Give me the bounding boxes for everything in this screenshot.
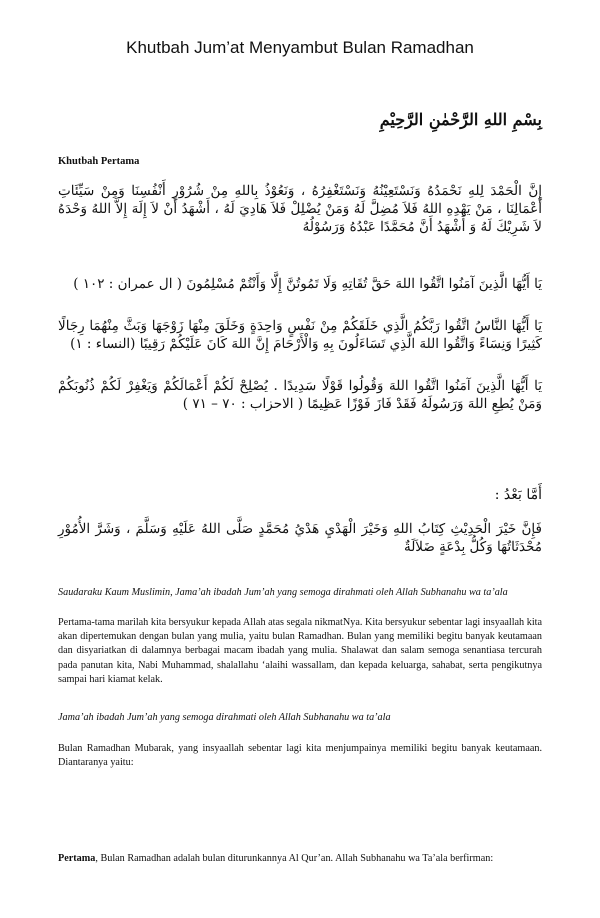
arabic-opening-praise: إِنَّ الْحَمْدَ لِلهِ نَحْمَدُهُ وَنَسْتَعِيْنُهُ وَنَسْتَغْفِرُهُ ، وَنَعُوْذُ بِاللهِ مِنْ شُرُوْرِ أَنْفُسِنَا وَمِنْ سَيِّئَاتِ أَعْمَالِنَا ، مَنْ يَهْدِهِ اللهُ فَلاَ مُضِلَّ لَهُ وَمَنْ يُضْلِلْ فَلاَ هَادِيَ لَهُ ، أَشْهَدُ أَنْ لاَ إِلَهَ إِلاَّ اللهُ وَحْدَهُ لاَ شَرِيْكَ لَهُ وَ أَشْهَدُ أَنَّ مُحَمَّدًا عَبْدُهُ وَرَسُوْلُهُ [58,183,542,235]
page-title: Khutbah Jum’at Menyambut Bulan Ramadhan [126,38,474,57]
basmala: بِسْمِ اللهِ الرَّحْمٰنِ الرَّحِيْمِ [379,110,542,129]
point-text: , Bulan Ramadhan adalah bulan diturunkannya Al Qur’an. Allah Subhanahu wa Ta’ala berfirman: [95,853,494,864]
address-congregation-1: Saudaraku Kaum Muslimin, Jama’ah ibadah Jum’ah yang semoga dirahmati oleh Allah Subhanahu wa ta’ala [58,587,508,598]
amma-bad: أَمَّا بَعْدُ : [494,487,542,503]
section-heading: Khutbah Pertama [58,156,140,167]
address-congregation-2: Jama’ah ibadah Jum’ah yang semoga dirahmati oleh Allah Subhanahu wa ta’ala [58,712,391,723]
arabic-hadith: فَإِنَّ خَيْرَ الْحَدِيْثِ كِتَابُ اللهِ وَخَيْرَ الْهَدْيِ هَدْيُ مُحَمَّدٍ صَلَّى اللهُ عَلَيْهِ وَسَلَّمَ ، وَشَرَّ الأُمُوْرِ مُحْدَثَاتُهَا وَكُلُّ بِدْعَةٍ ضَلاَلَةٌ [58,521,542,555]
arabic-verse-al-imran: يَا أَيُّهَا الَّذِينَ آمَنُوا اتَّقُوا اللهَ حَقَّ تُقَاتِهِ وَلَا تَمُوتُنَّ إِلَّا وَأَنْتُمْ مُسْلِمُونَ ( ال عمران : ١٠٢ ) [73,276,542,292]
arabic-verse-al-ahzab: يَا أَيُّهَا الَّذِينَ آمَنُوا اتَّقُوا اللهَ وَقُولُوا قَوْلًا سَدِيدًا . يُصْلِحْ لَكُمْ أَعْمَالَكُمْ وَيَغْفِرْ لَكُمْ ذُنُوبَكُمْ وَمَنْ يُطِعِ اللهَ وَرَسُولَهُ فَقَدْ فَازَ فَوْزًا عَظِيمًا ( الاحزاب : ٧٠ – ٧١ ) [58,378,542,412]
paragraph-ramadhan-mubarak: Bulan Ramadhan Mubarak, yang insyaallah sebentar lagi kita menjumpainya memiliki begitu banyak keutamaan. Diantaranya yaitu: [58,743,542,769]
point-label: Pertama [58,853,96,864]
arabic-verse-an-nisa: يَا أَيُّهَا النَّاسُ اتَّقُوا رَبَّكُمُ الَّذِي خَلَقَكُمْ مِنْ نَفْسٍ وَاحِدَةٍ وَخَلَقَ مِنْهَا زَوْجَهَا وَبَثَّ مِنْهُمَا رِجَالًا كَثِيرًا وَنِسَاءً وَاتَّقُوا اللهَ الَّذِي تَسَاءَلُونَ بِهِ وَالْأَرْحَامَ إِنَّ اللهَ كَانَ عَلَيْكُمْ رَقِيبًا (النساء : ١) [58,318,542,352]
paragraph-opening: Pertama-tama marilah kita bersyukur kepada Allah atas segala nikmatNya. Kita bersyukur sebentar lagi insyaallah kita akan dipertemukan dengan bulan yang mulia, yaitu bulan Ramadhan. Bulan yang memiliki begitu banyak keutamaan dan disyariatkan di dalamnya berbagai macam ibadah yang mulia. Shalawat dan salam semoga senantiasa tercurah pada panutan kita, Nabi Muhammad, shalallahu ‘alaihi wassallam, dan kepada keluarga, sahabat, serta pengikutnya sampai hari kiamat kelak. [58,617,542,685]
point-first [58,852,542,866]
